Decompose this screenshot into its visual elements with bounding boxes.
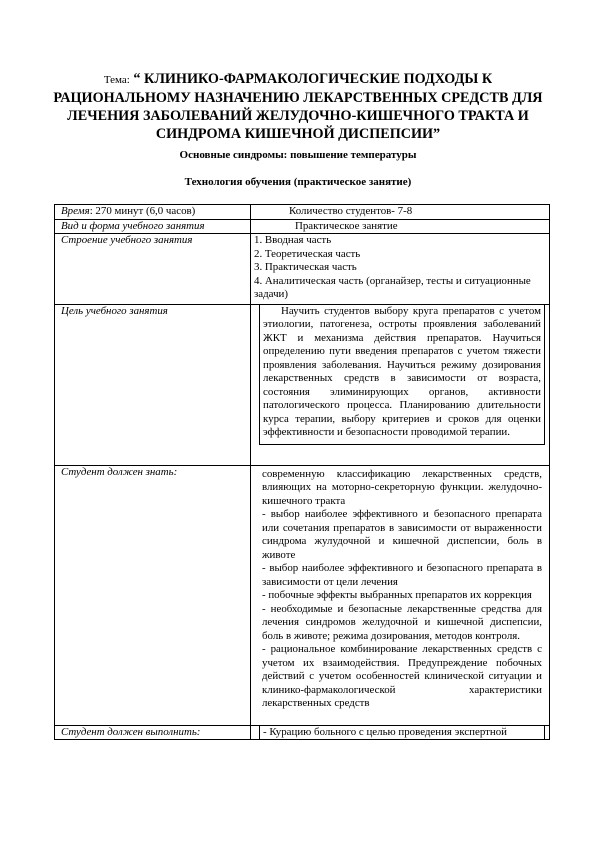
do-cell: [251, 725, 550, 740]
know-cell: [251, 465, 550, 725]
goal-text: Научить студентов выбору круга препаратов с учетом этиологии, патогенеза, остроты проявления заболеваний ЖКТ и механизма действия препаратов. Научиться определению пути введения препаратов с учетом тяжести проявления заболевания. Научиться режиму дозирования лекарственных средств в зависимости от возраста, состояния элиминирующих органов, активности патологического процесса. Планированию длительности курса терапии, выбору критериев и сроков для оценки эффективности и безопасности проводимой терапии.: [263, 304, 541, 438]
know-paragraph: - выбор наиболее эффективного и безопасного препарата или сочетания препаратов в зависимости от выраженности синдрома жулудочной и кишечной диспепсии, боль в животе: [262, 508, 542, 561]
do-text-box: [259, 726, 545, 740]
structure-item: 1. Вводная часть: [254, 234, 332, 246]
form-label: Вид и форма учебного занятия: [55, 219, 251, 234]
do-text: - Курацию больного с целью проведения экспертной: [263, 725, 507, 738]
topic-title: “ КЛИНИКО-ФАРМАКОЛОГИЧЕСКИЕ ПОДХОДЫ К РАЦИОНАЛЬНОМУ НАЗНАЧЕНИЮ ЛЕКАРСТВЕННЫХ СРЕДСТВ ДЛЯ ЛЕЧЕНИЯ ЗАБОЛЕВАНИЙ ЖЕЛУДОЧНО-КИШЕЧНОГО ТРАКТА И СИНДРОМА КИШЕЧНОЙ ДИСПЕПСИИ”: [53, 71, 543, 142]
do-label: Студент должен выполнить:: [55, 725, 251, 740]
time-value: : 270 минут (6,0 часов): [89, 205, 196, 217]
students-count: Количество студентов- 7-8: [251, 205, 550, 220]
goal-label: Цель учебного занятия: [55, 304, 251, 465]
learning-technology: Технология обучения (практическое занятие): [184, 176, 412, 188]
table-row-do: [55, 725, 550, 740]
table-row-time: [55, 205, 550, 220]
table-row-form: [55, 219, 550, 234]
know-paragraph: современную классификацию лекарственных средств, влияющих на моторно-секреторную функции. желудочно-кишечного тракта: [262, 467, 542, 507]
topic-lead: Тема:: [103, 74, 130, 86]
table-row-know: [55, 465, 550, 725]
main-syndromes: Основные синдромы: повышение температуры: [179, 149, 417, 161]
time-label: Время: [61, 205, 90, 217]
know-text-box: [259, 468, 545, 711]
know-paragraph: - рациональное комбинирование лекарственных средств с учетом их взаимодействия. Предупреждение побочных действий с учетом особенностей клинической ситуации и клинико-фармакологической характеристики лекарственных средств: [262, 643, 542, 709]
structure-item: 4. Аналитическая часть (органайзер, тесты и ситуационные задачи): [254, 274, 531, 300]
know-label: Студент должен знать:: [55, 465, 251, 725]
table-row-structure: [55, 234, 550, 305]
know-paragraph: - выбор наиболее эффективного и безопасного препарата в зависимости от цели лечения: [262, 562, 542, 588]
structure-label: Строение учебного занятия: [55, 234, 251, 305]
goal-cell: [251, 304, 550, 465]
know-paragraph: - побочные эффекты выбранных препаратов их коррекция: [262, 589, 532, 601]
document-title: [40, 70, 556, 143]
structure-item: 3. Практическая часть: [254, 261, 357, 273]
table-row-goal: [55, 304, 550, 465]
time-cell: [55, 205, 251, 220]
know-paragraph: - необходимые и безопасные лекарственные средства для лечения синдромов желудочной и кишечной диспепсии, боль в животе; режима дозирования, методов контроля.: [262, 602, 542, 642]
structure-item: 2. Теоретическая часть: [254, 247, 361, 260]
form-value: Практическое занятие: [251, 219, 550, 234]
lesson-table: [54, 204, 550, 740]
structure-list: [251, 234, 550, 305]
goal-text-box: [259, 305, 545, 445]
